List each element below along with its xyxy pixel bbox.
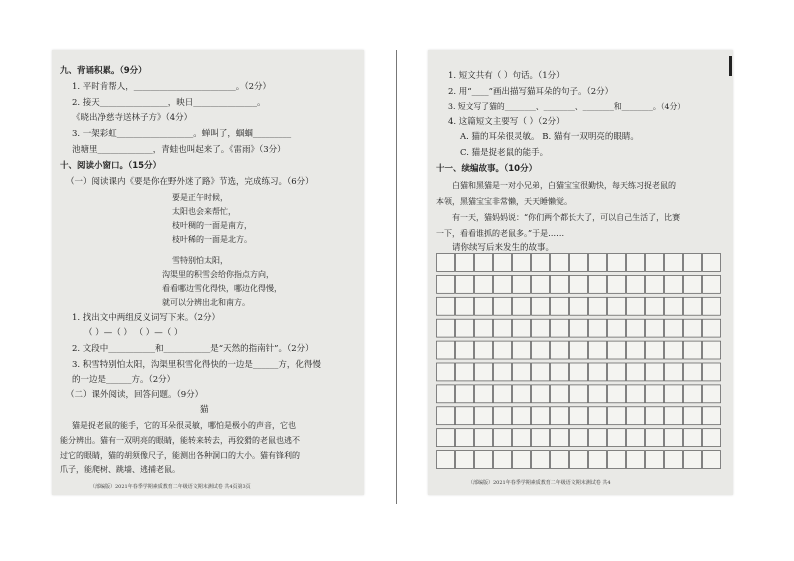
poem-line: 看看哪边雪化得快，哪边化得慢， (162, 284, 282, 293)
grid-cell (627, 363, 645, 381)
section-9-title: 九、背诵积累。（9分） (60, 66, 147, 76)
grid-cell (513, 385, 531, 403)
passage-line: 猫是捉老鼠的能手，它的耳朵很灵敏，哪怕是极小的声音，它也 (72, 421, 296, 430)
grid-cell (608, 407, 626, 425)
question-1: 1. 找出文中两组反义词写下来。（2分） (72, 313, 220, 323)
grid-cell (475, 275, 493, 293)
poem-line: 雪特别怕太阳， (172, 256, 228, 265)
grid-cell (513, 275, 531, 293)
grid-cell (551, 451, 569, 469)
grid-cell (627, 341, 645, 359)
grid-cell (475, 297, 493, 315)
grid-cell (646, 407, 664, 425)
grid-cell (551, 429, 569, 447)
poem-line: 太阳也会来帮忙， (172, 207, 236, 216)
grid-cell (665, 429, 683, 447)
grid-cell (532, 385, 550, 403)
grid-cell (589, 254, 607, 272)
grid-cell (608, 319, 626, 337)
grid-cell (665, 319, 683, 337)
grid-cell (570, 319, 588, 337)
grid-cell (627, 451, 645, 469)
grid-cell (456, 319, 474, 337)
grid-cell (513, 407, 531, 425)
question-9-2b: 《晓出净慈寺送林子方》（4分） (72, 113, 193, 123)
grid-cell (665, 254, 683, 272)
grid-cell (589, 341, 607, 359)
grid-cell (475, 385, 493, 403)
passage-line: 爪子，能爬树、跳墙、逃捕老鼠。 (60, 465, 180, 474)
poem-line: 枝叶稀的一面是北方。 (172, 235, 252, 244)
grid-cell (456, 275, 474, 293)
page-footer: （部编版）2021年春季学期素质教育二年级语文期末测试卷 共4 (468, 480, 611, 486)
grid-cell (589, 451, 607, 469)
grid-cell (608, 297, 626, 315)
section-10-title: 十、阅读小窗口。（15分） (60, 161, 162, 171)
grid-cell (646, 319, 664, 337)
grid-cell (627, 297, 645, 315)
grid-cell (437, 319, 455, 337)
question-9-2a: 2. 接天________________，映日_______________。 (72, 98, 266, 108)
grid-cell (665, 451, 683, 469)
grid-cell (513, 429, 531, 447)
grid-cell (437, 407, 455, 425)
question-3: 3. 短文写了猫的________、________、________和________。（4分） (448, 102, 686, 111)
grid-cell (627, 319, 645, 337)
grid-cell (627, 407, 645, 425)
grid-cell (532, 297, 550, 315)
grid-cell (627, 254, 645, 272)
grid-cell (627, 275, 645, 293)
grid-cell (589, 297, 607, 315)
grid-cell (494, 429, 512, 447)
grid-cell (551, 385, 569, 403)
question-3b: 的一边是______方。（2分） (72, 375, 176, 385)
grid-cell (475, 429, 493, 447)
poem-line: 沟渠里的积雪会给你指点方向， (162, 270, 274, 279)
grid-cell (703, 254, 721, 272)
grid-cell (513, 297, 531, 315)
poem-line: 就可以分辨出北和南方。 (162, 298, 250, 307)
grid-cell (494, 254, 512, 272)
grid-cell (703, 363, 721, 381)
grid-cell (684, 254, 702, 272)
story-line: 一下，看看谁抓的老鼠多。”于是…… (436, 229, 565, 238)
grid-cell (608, 429, 626, 447)
options-a-b: A. 猫的耳朵很灵敏。 B. 猫有一双明亮的眼睛。 (460, 132, 639, 142)
grid-cell (608, 254, 626, 272)
grid-cell (475, 363, 493, 381)
grid-cell (627, 385, 645, 403)
grid-cell (494, 297, 512, 315)
grid-cell (532, 254, 550, 272)
grid-cell (684, 451, 702, 469)
grid-cell (627, 429, 645, 447)
grid-cell (456, 297, 474, 315)
grid-cell (532, 429, 550, 447)
grid-cell (494, 319, 512, 337)
grid-cell (551, 275, 569, 293)
grid-cell (494, 385, 512, 403)
story-line: 本领，黑猫宝宝非常懒，天天睡懒觉。 (436, 197, 572, 206)
exam-page-left (52, 50, 364, 495)
grid-cell (684, 363, 702, 381)
grid-cell (608, 363, 626, 381)
grid-cell (703, 297, 721, 315)
grid-cell (494, 341, 512, 359)
grid-cell (570, 341, 588, 359)
grid-cell (456, 429, 474, 447)
grid-cell (551, 254, 569, 272)
grid-cell (513, 254, 531, 272)
exam-page-right (428, 50, 733, 495)
grid-cell (513, 451, 531, 469)
grid-cell (475, 254, 493, 272)
grid-cell (456, 341, 474, 359)
grid-cell (608, 451, 626, 469)
grid-cell (570, 363, 588, 381)
grid-cell (646, 275, 664, 293)
grid-cell (646, 297, 664, 315)
question-9-1: 1. 平时肯帮人，________________________。（2分） (72, 82, 271, 92)
grid-cell (703, 451, 721, 469)
grid-cell (494, 407, 512, 425)
page-footer: （部编版）2021年春季学期素质教育二年级语文期末测试卷 共4页第3页 (90, 484, 251, 490)
grid-cell (551, 407, 569, 425)
grid-cell (665, 297, 683, 315)
grid-cell (570, 407, 588, 425)
grid-cell (570, 297, 588, 315)
grid-cell (608, 275, 626, 293)
grid-cell (684, 407, 702, 425)
story-line: 白猫和黑猫是一对小兄弟，白猫宝宝很勤快，每天练习捉老鼠的 (452, 181, 676, 190)
poem-line: 枝叶稠的一面是南方， (172, 221, 252, 230)
grid-cell (551, 297, 569, 315)
part-1-title: （一）阅读课内《要是你在野外迷了路》节选，完成练习。（6分） (66, 177, 314, 187)
grid-cell (513, 319, 531, 337)
grid-cell (684, 429, 702, 447)
grid-cell (456, 451, 474, 469)
grid-cell (532, 451, 550, 469)
grid-cell (703, 429, 721, 447)
writing-grid (436, 253, 721, 469)
grid-cell (684, 319, 702, 337)
grid-cell (532, 341, 550, 359)
grid-cell (437, 297, 455, 315)
grid-cell (665, 407, 683, 425)
grid-cell (437, 275, 455, 293)
grid-cell (437, 363, 455, 381)
grid-cell (589, 319, 607, 337)
grid-cell (646, 451, 664, 469)
grid-cell (646, 254, 664, 272)
grid-cell (703, 319, 721, 337)
grid-cell (665, 385, 683, 403)
grid-cell (456, 363, 474, 381)
grid-cell (589, 407, 607, 425)
grid-cell (437, 341, 455, 359)
grid-cell (437, 451, 455, 469)
grid-cell (475, 407, 493, 425)
grid-cell (589, 363, 607, 381)
grid-cell (475, 341, 493, 359)
grid-cell (456, 254, 474, 272)
grid-cell (646, 385, 664, 403)
grid-cell (665, 363, 683, 381)
grid-cell (703, 341, 721, 359)
grid-cell (608, 385, 626, 403)
grid-cell (608, 341, 626, 359)
grid-cell (684, 275, 702, 293)
passage-title: 猫 (200, 405, 209, 415)
grid-cell (570, 275, 588, 293)
grid-cell (494, 363, 512, 381)
grid-cell (437, 385, 455, 403)
passage-line: 能分辨出。猫有一双明亮的眼睛，能转来转去，再狡猾的老鼠也逃不 (60, 436, 300, 445)
grid-cell (646, 341, 664, 359)
page-edge-mark (729, 56, 732, 76)
grid-cell (703, 385, 721, 403)
passage-line: 过它的眼睛，猫的胡须像尺子，能测出各种洞口的大小。猫有锋利的 (60, 451, 300, 460)
question-4: 4. 这篇短文主要写（ ）（2分） (448, 117, 565, 127)
grid-cell (475, 451, 493, 469)
grid-cell (456, 407, 474, 425)
grid-cell (475, 319, 493, 337)
grid-cell (437, 429, 455, 447)
grid-cell (570, 254, 588, 272)
page-divider (396, 50, 397, 504)
grid-cell (532, 363, 550, 381)
question-1: 1. 短文共有（ ）句话。（1分） (448, 71, 565, 81)
grid-cell (589, 429, 607, 447)
grid-cell (532, 407, 550, 425)
grid-cell (456, 385, 474, 403)
grid-cell (684, 341, 702, 359)
story-line: 有一天，猫妈妈说：“你们两个都长大了，可以自己生活了，比赛 (452, 213, 681, 222)
grid-cell (684, 297, 702, 315)
grid-cell (646, 363, 664, 381)
question-1-blanks: （ ）—（ ） （ ）—（ ） (84, 328, 183, 338)
grid-cell (703, 407, 721, 425)
grid-cell (570, 451, 588, 469)
question-3a: 3. 积雪特别怕太阳，沟渠里积雪化得快的一边是______方，化得慢 (72, 360, 321, 370)
grid-cell (665, 341, 683, 359)
grid-cell (494, 451, 512, 469)
poem-line: 要是正午时候， (172, 193, 228, 202)
grid-cell (532, 319, 550, 337)
grid-cell (589, 385, 607, 403)
question-2: 2. 用“____”画出描写猫耳朵的句子。（2分） (448, 87, 614, 97)
grid-cell (513, 341, 531, 359)
grid-cell (703, 275, 721, 293)
option-c: C. 猫是捉老鼠的能手。 (460, 148, 549, 158)
grid-cell (665, 275, 683, 293)
grid-cell (684, 385, 702, 403)
question-2: 2. 文段中___________和___________是“天然的指南针”。（2分） (72, 344, 314, 354)
grid-cell (494, 275, 512, 293)
section-11-title: 十一、续编故事。（10分） (436, 164, 538, 174)
grid-cell (589, 275, 607, 293)
writing-instruction: 请你续写后来发生的故事。 (452, 243, 555, 253)
grid-cell (532, 275, 550, 293)
part-2-title: （二）课外阅读，回答问题。（9分） (66, 390, 204, 400)
question-9-3b: 池塘里_____________，青蛙也叫起来了。《雷雨》（3分） (72, 145, 286, 155)
grid-cell (570, 385, 588, 403)
grid-cell (570, 429, 588, 447)
grid-cell (513, 363, 531, 381)
grid-cell (551, 341, 569, 359)
question-9-3a: 3. 一架彩虹__________________。蝉叫了，蝈蝈_________ (72, 129, 292, 139)
grid-cell (551, 363, 569, 381)
grid-cell (551, 319, 569, 337)
grid-cell (437, 254, 455, 272)
grid-cell (646, 429, 664, 447)
